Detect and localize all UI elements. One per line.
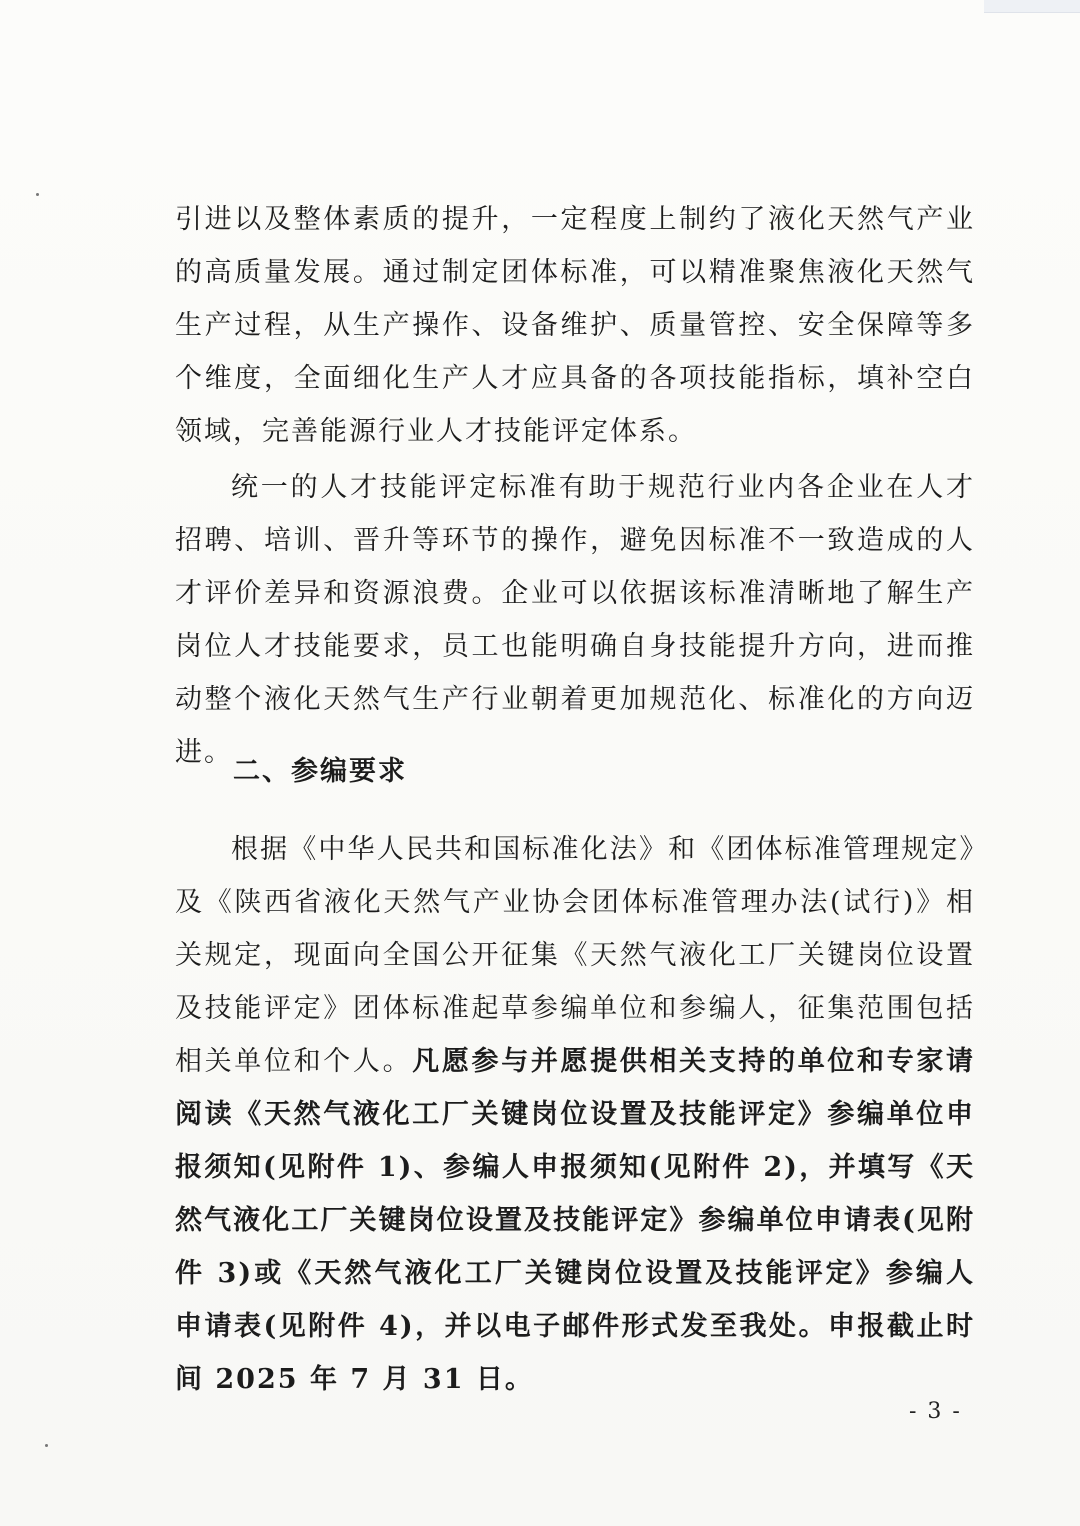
paragraph-3-normal-text: 根据《中华人民共和国标准化法》和《团体标准管理规定》及《陕西省液化天然气产业协会团体标准管理办法(试行)》相关规定，现面向全国公开征集《天然气液化工厂关键岗位设置及技能评定》团体标准起草参编单位和参编人，征集范围包括相关单位和个人。 [175,834,975,1077]
section-heading: 二、参编要求 [233,756,407,787]
scan-speck [45,1444,48,1447]
body-paragraph-3 [175,823,975,1406]
body-paragraph-2: 统一的人才技能评定标准有助于规范行业内各企业在人才招聘、培训、晋升等环节的操作，避免因标准不一致造成的人才评价差异和资源浪费。企业可以依据该标准清晰地了解生产岗位人才技能要求，员工也能明确自身技能提升方向，进而推动整个液化天然气生产行业朝着更加规范化、标准化的方向迈进。 [175,472,975,768]
body-paragraph-1: 引进以及整体素质的提升，一定程度上制约了液化天然气产业的高质量发展。通过制定团体标准，可以精准聚焦液化天然气生产过程，从生产操作、设备维护、质量管控、安全保障等多个维度，全面细化生产人才应具备的各项技能指标，填补空白领域，完善能源行业人才技能评定体系。 [175,204,975,447]
scan-corner-mark [984,0,1080,13]
scan-speck [36,193,39,196]
paragraph-3-bold-text: 凡愿参与并愿提供相关支持的单位和专家请阅读《天然气液化工厂关键岗位设置及技能评定》参编单位申报须知(见附件 1)、参编人申报须知(见附件 2)，并填写《天然气液化工厂关键岗位设置及技能评定》参编单位申请表(见附件 3)或《天然气液化工厂关键岗位设置及技能评定》参编人申请表(见附件 4)，并以电子邮件形式发至我处。申报截止时间 2025 年 7 月 31 日。 [175,1046,976,1395]
page-number: - 3 - [909,1399,962,1424]
